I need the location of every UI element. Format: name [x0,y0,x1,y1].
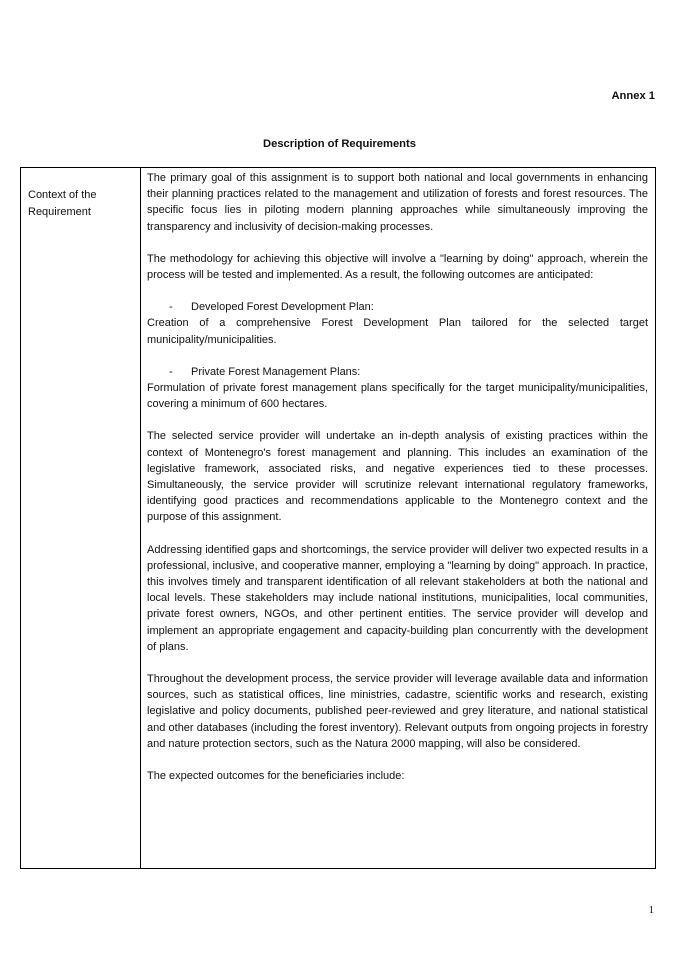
outcome-1-title [147,299,648,315]
outcome-2-title-text: Private Forest Management Plans: [191,365,361,378]
page-number: 1 [648,904,654,916]
document-title: Description of Requirements [263,138,416,150]
outcome-1-title-text: Developed Forest Development Plan: [191,301,374,314]
paragraph-methodology: The methodology for achieving this objective will involve a "learning by doing" approach, wherein the process will be tested and implemented. As a result, the following outcomes are anticipated: [147,252,648,282]
paragraph-expected-outcomes: The expected outcomes for the beneficiaries include: [147,770,405,783]
bullet-dash: - [169,365,173,378]
context-label: Context of the Requirement [28,189,97,218]
paragraph-analysis: The selected service provider will undertake an in-depth analysis of existing practices within the context of Montenegro's forest management and planning. This includes an examination of the legislative framework, associated risks, and negative experiences tied to these processes. Simultaneously, the service provider will scrutinize relevant international regulatory frameworks, identifying good practices and recommendations applicable to the Montenegro context and the purpose of this assignment. [147,430,648,524]
outcome-1-text: Creation of a comprehensive Forest Development Plan tailored for the selected target municipality/municipalities. [147,317,648,346]
paragraph-gaps: Addressing identified gaps and shortcomings, the service provider will deliver two expected results in a professional, inclusive, and cooperative manner, employing a "learning by doing" approach. In practice, this involves timely and transparent identification of all relevant stakeholders at both the national and local levels. These stakeholders may include national institutions, municipalities, local communities, private forest owners, NGOs, and other pertinent entities. The service provider will develop and implement an appropriate engagement and capacity-building plan concurrently with the development of plans. [147,543,648,653]
paragraph-primary-goal: The primary goal of this assignment is to support both national and local governments in enhancing their planning practices related to the management and utilization of forests and forest resources. The specific focus lies in piloting modern planning approaches while simultaneously improving the transparency and inclusivity of decision-making processes. [147,172,648,233]
requirements-table [20,167,656,869]
label-cell [21,168,141,869]
annex-label: Annex 1 [611,90,655,102]
content-cell [141,168,656,869]
outcome-2-title [147,364,648,380]
paragraph-data-sources: Throughout the development process, the service provider will leverage available data and information sources, such as statistical offices, line ministries, cadastre, scientific works and research, existing legislative and policy documents, published peer-reviewed and grey literature, and national statistical and other databases (including the forest inventory). Relevant outputs from ongoing projects in forestry and nature protection sectors, such as the Natura 2000 mapping, will also be considered. [147,673,648,750]
table-row [21,168,656,869]
bullet-dash: - [169,301,173,314]
outcome-2-text: Formulation of private forest management plans specifically for the target municipality/municipalities, covering a minimum of 600 hectares. [147,382,648,411]
